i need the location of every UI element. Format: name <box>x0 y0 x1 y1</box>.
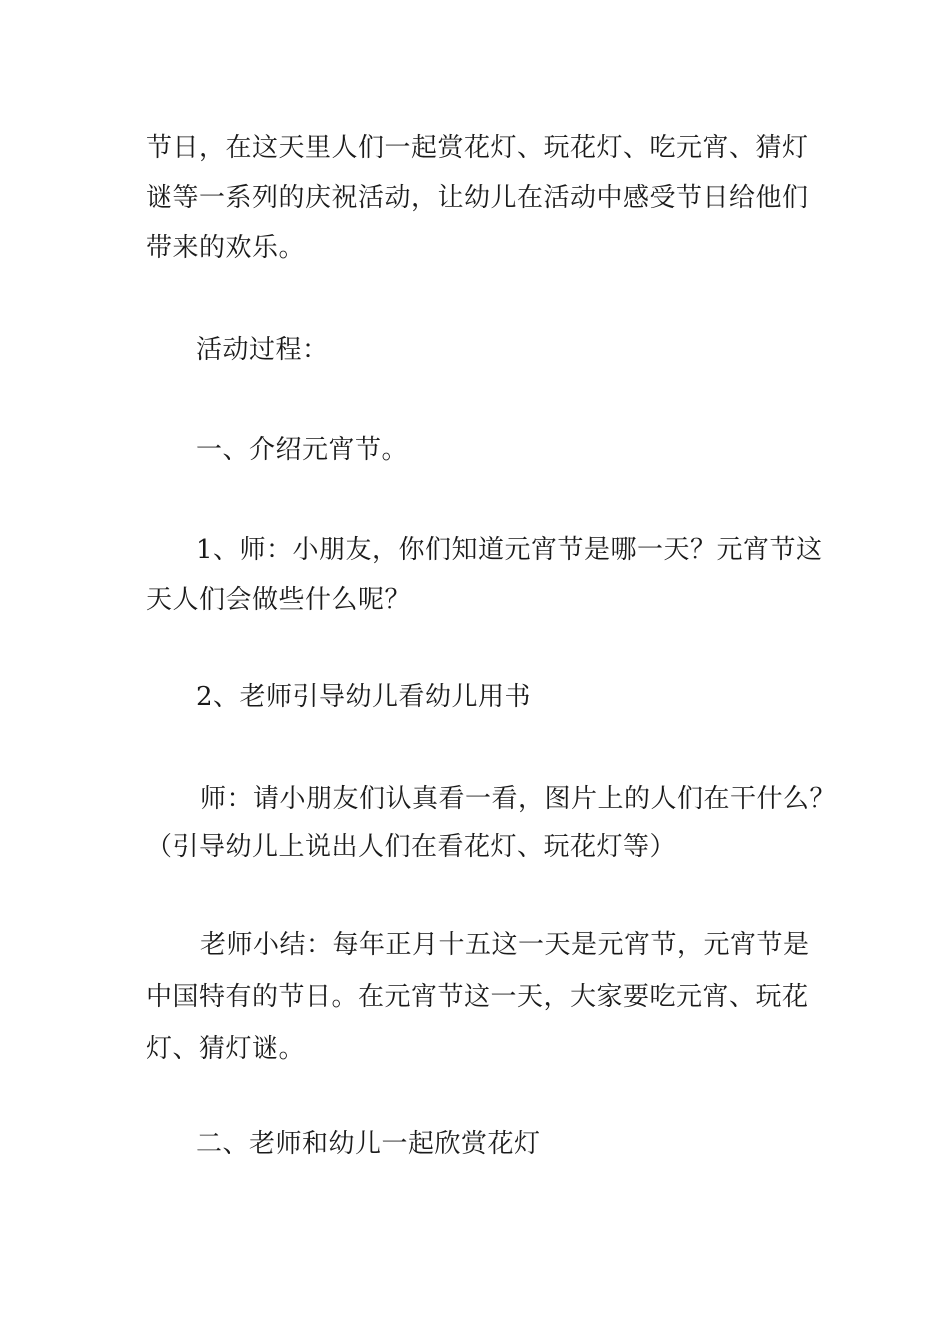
step-1-line-1: 1、师：小朋友，你们知道元宵节是哪一天？元宵节这 <box>196 535 823 565</box>
teacher-summary-line-1: 老师小结：每年正月十五这一天是元宵节，元宵节是 <box>200 930 810 960</box>
teacher-summary-line-2: 中国特有的节日。在元宵节这一天，大家要吃元宵、玩花 <box>146 982 809 1012</box>
step-2: 2、老师引导幼儿看幼儿用书 <box>196 682 532 712</box>
section-heading-1: 一、介绍元宵节。 <box>196 435 409 465</box>
teacher-summary-line-3: 灯、猜灯谜。 <box>146 1034 306 1064</box>
heading-activity-process: 活动过程： <box>196 335 329 365</box>
paragraph-intro-line-1: 节日，在这天里人们一起赏花灯、玩花灯、吃元宵、猜灯 <box>146 133 809 163</box>
teacher-prompt-line-1: 师：请小朋友们认真看一看，图片上的人们在干什么？ <box>200 784 837 814</box>
step-1-line-2: 天人们会做些什么呢？ <box>146 585 412 615</box>
paragraph-intro-line-3: 带来的欢乐。 <box>146 233 306 263</box>
section-heading-2: 二、老师和幼儿一起欣赏花灯 <box>196 1129 541 1159</box>
teacher-prompt-line-2: （引导幼儿上说出人们在看花灯、玩花灯等） <box>146 832 677 862</box>
paragraph-intro-line-2: 谜等一系列的庆祝活动，让幼儿在活动中感受节日给他们 <box>146 183 809 213</box>
